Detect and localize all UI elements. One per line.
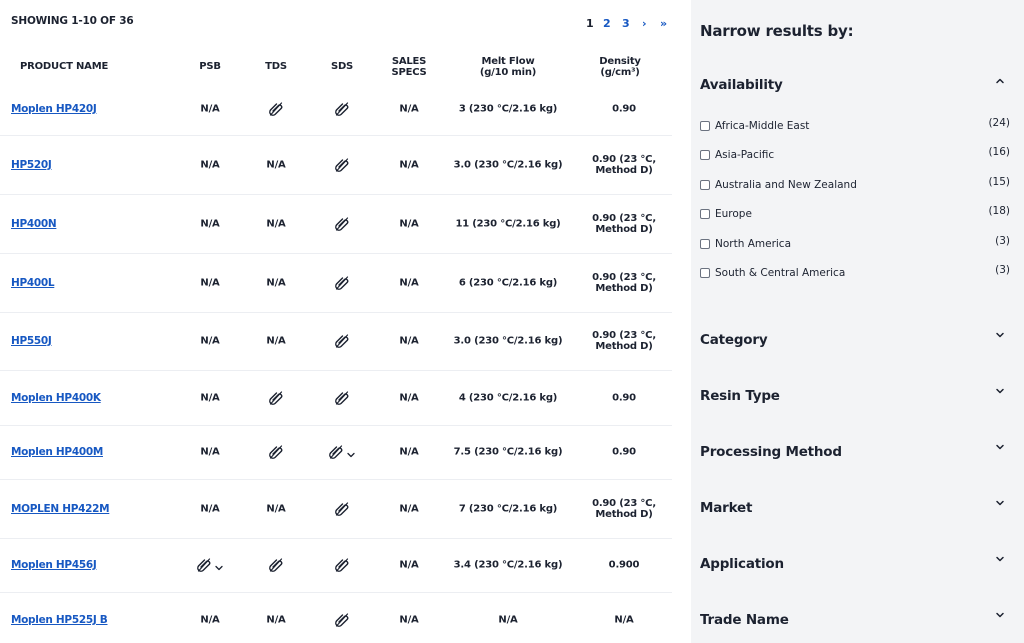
filter-section-heading[interactable]: Category: [700, 332, 768, 348]
table-row: [0, 371, 672, 426]
cell-tds: N/A: [266, 277, 286, 289]
product-name-link[interactable]: HP400L: [11, 277, 55, 289]
table-row: [0, 593, 672, 643]
filter-option-count: (15): [988, 176, 1010, 188]
cell-psb: N/A: [200, 392, 220, 404]
header-density-line2: (g/cm³): [600, 67, 640, 78]
document-link-icon[interactable]: [335, 558, 350, 573]
document-link-icon[interactable]: [335, 502, 350, 517]
cell-melt: 3.4 (230 °C/2.16 kg): [453, 559, 563, 571]
cell-tds: N/A: [266, 614, 286, 626]
product-name-link[interactable]: Moplen HP525J B: [11, 614, 108, 626]
cell-density: [612, 447, 636, 458]
product-name-link[interactable]: Moplen HP400M: [11, 446, 103, 458]
table-row: [0, 136, 672, 195]
product-name-link[interactable]: Moplen HP400K: [11, 392, 101, 404]
header-product-name: PRODUCT NAME: [20, 61, 109, 72]
page-3-link[interactable]: 3: [622, 17, 630, 30]
document-link-icon[interactable]: [335, 613, 350, 628]
cell-sales: N/A: [399, 446, 419, 458]
table-row: [0, 254, 672, 313]
cell-density: [592, 154, 656, 176]
cell-psb: N/A: [200, 335, 220, 347]
chevron-down-icon[interactable]: [994, 441, 1006, 453]
cell-tds: N/A: [266, 218, 286, 230]
cell-psb: N/A: [200, 159, 220, 171]
cell-melt: 7 (230 °C/2.16 kg): [458, 503, 558, 515]
checkbox[interactable]: [700, 268, 710, 278]
filter-option[interactable]: [700, 117, 1010, 134]
table-row: [0, 82, 672, 136]
cell-sds: [335, 334, 350, 349]
document-link-icon[interactable]: [335, 276, 350, 291]
cell-sales: N/A: [399, 559, 419, 571]
cell-psb: [197, 558, 224, 573]
chevron-down-icon[interactable]: [994, 385, 1006, 397]
chevron-up-icon[interactable]: [994, 75, 1006, 87]
filter-option[interactable]: [700, 264, 1010, 281]
product-name-link[interactable]: HP400N: [11, 218, 57, 230]
cell-sales: N/A: [399, 159, 419, 171]
filter-section-heading[interactable]: Trade Name: [700, 612, 789, 628]
cell-sales: N/A: [399, 277, 419, 289]
filter-option-label[interactable]: Europe: [715, 208, 752, 220]
cell-tds: N/A: [266, 159, 286, 171]
cell-sales: N/A: [399, 503, 419, 515]
header-density-line1: Density: [599, 56, 641, 67]
density-line1: 0.90 (23 °C,: [592, 330, 656, 341]
cell-psb: N/A: [200, 218, 220, 230]
filter-option-count: (18): [988, 205, 1010, 217]
product-name-link[interactable]: MOPLEN HP422M: [11, 503, 110, 515]
cell-density: [614, 615, 633, 626]
cell-melt: N/A: [498, 614, 518, 626]
header-sales-specs-line2: SPECS: [391, 67, 427, 78]
density-line2: Method D): [595, 165, 653, 176]
checkbox[interactable]: [700, 209, 710, 219]
density-line2: Method D): [595, 509, 653, 520]
checkbox[interactable]: [700, 121, 710, 131]
document-link-icon[interactable]: [335, 217, 350, 232]
cell-tds: [269, 102, 284, 117]
header-density: [599, 56, 640, 78]
cell-melt: 4 (230 °C/2.16 kg): [458, 392, 558, 404]
product-name-link[interactable]: Moplen HP456J: [11, 559, 97, 571]
cell-sales: N/A: [399, 614, 419, 626]
cell-sds: [335, 217, 350, 232]
cell-sales: N/A: [399, 335, 419, 347]
cell-sds: [335, 158, 350, 173]
cell-psb: N/A: [200, 446, 220, 458]
cell-sds: [335, 391, 350, 406]
density-line2: Method D): [595, 283, 653, 294]
cell-sales: N/A: [399, 392, 419, 404]
document-link-icon[interactable]: [335, 158, 350, 173]
density-line1: 0.90: [612, 392, 636, 404]
cell-sds: [335, 502, 350, 517]
checkbox[interactable]: [700, 239, 710, 249]
cell-sds: [335, 613, 350, 628]
density-line1: 0.90 (23 °C,: [592, 154, 656, 165]
cell-tds: N/A: [266, 335, 286, 347]
product-name-link[interactable]: Moplen HP420J: [11, 103, 97, 115]
pagination: [582, 17, 678, 33]
filter-availability-heading[interactable]: Availability: [700, 77, 783, 93]
caret-down-icon[interactable]: [347, 451, 356, 460]
next-page-link[interactable]: ›: [642, 17, 647, 30]
document-link-icon[interactable]: [335, 102, 350, 117]
header-psb: PSB: [199, 61, 221, 72]
document-link-icon[interactable]: [335, 391, 350, 406]
results-count: SHOWING 1-10 OF 36: [11, 15, 134, 27]
document-link-icon[interactable]: [269, 445, 284, 460]
filter-option-label[interactable]: South & Central America: [715, 267, 846, 279]
cell-melt: 11 (230 °C/2.16 kg): [455, 218, 561, 230]
density-line1: 0.900: [608, 559, 640, 571]
cell-sds: [335, 276, 350, 291]
table-row: [0, 426, 672, 480]
table-row: [0, 480, 672, 539]
cell-sds: [335, 558, 350, 573]
cell-tds: N/A: [266, 503, 286, 515]
table-row: [0, 539, 672, 593]
filter-section-heading[interactable]: Resin Type: [700, 388, 780, 404]
density-line1: N/A: [614, 614, 634, 626]
cell-sales: N/A: [399, 218, 419, 230]
cell-melt: 3.0 (230 °C/2.16 kg): [453, 159, 563, 171]
cell-psb: N/A: [200, 103, 220, 115]
filter-option-label[interactable]: Africa-Middle East: [715, 120, 810, 132]
cell-melt: 7.5 (230 °C/2.16 kg): [453, 446, 563, 458]
density-line2: Method D): [595, 224, 653, 235]
filter-option[interactable]: [700, 146, 1010, 163]
header-sales-specs: [391, 56, 426, 78]
header-melt-flow-line2: (g/10 min): [479, 67, 537, 78]
cell-density: [612, 393, 636, 404]
product-name-link[interactable]: HP520J: [11, 159, 52, 171]
filter-section-heading[interactable]: Market: [700, 500, 753, 516]
cell-melt: 6 (230 °C/2.16 kg): [458, 277, 558, 289]
cell-density: [592, 213, 656, 235]
cell-tds: [269, 391, 284, 406]
document-link-icon[interactable]: [197, 558, 212, 573]
cell-psb: N/A: [200, 503, 220, 515]
cell-density: [592, 272, 656, 294]
cell-melt: 3 (230 °C/2.16 kg): [458, 103, 558, 115]
filter-sidebar: [691, 0, 1024, 643]
cell-sds: [335, 102, 350, 117]
header-melt-flow: [480, 56, 536, 78]
cell-density: [612, 104, 636, 115]
filter-section-heading[interactable]: Processing Method: [700, 444, 842, 460]
document-link-icon[interactable]: [335, 334, 350, 349]
filter-option[interactable]: [700, 205, 1010, 222]
chevron-down-icon[interactable]: [994, 497, 1006, 509]
cell-psb: N/A: [200, 277, 220, 289]
density-line1: 0.90: [612, 103, 636, 115]
document-link-icon[interactable]: [269, 558, 284, 573]
cell-tds: [269, 558, 284, 573]
product-name-link[interactable]: HP550J: [11, 335, 52, 347]
checkbox[interactable]: [700, 180, 710, 190]
cell-psb: N/A: [200, 614, 220, 626]
table-row: [0, 195, 672, 254]
filter-option[interactable]: [700, 235, 1010, 252]
filter-option-label[interactable]: Asia-Pacific: [715, 149, 775, 161]
header-sales-specs-line1: SALES: [391, 56, 427, 67]
caret-down-icon[interactable]: [215, 564, 224, 573]
filter-option-count: (3): [995, 264, 1010, 276]
narrow-results-title: Narrow results by:: [700, 22, 854, 40]
page-1-current[interactable]: 1: [586, 17, 594, 30]
cell-density: [592, 498, 656, 520]
chevron-down-icon[interactable]: [994, 553, 1006, 565]
filter-option-count: (3): [995, 235, 1010, 247]
cell-sds: [329, 445, 356, 460]
filter-option[interactable]: [700, 176, 1010, 193]
last-page-link[interactable]: »: [660, 17, 668, 30]
document-link-icon[interactable]: [269, 102, 284, 117]
checkbox[interactable]: [700, 150, 710, 160]
chevron-down-icon[interactable]: [994, 609, 1006, 621]
density-line1: 0.90 (23 °C,: [592, 498, 656, 509]
cell-tds: [269, 445, 284, 460]
filter-option-count: (24): [988, 117, 1010, 129]
header-tds: TDS: [265, 61, 287, 72]
table-row: [0, 313, 672, 371]
chevron-down-icon[interactable]: [994, 329, 1006, 341]
filter-section-heading[interactable]: Application: [700, 556, 784, 572]
header-sds: SDS: [330, 61, 354, 72]
density-line1: 0.90 (23 °C,: [592, 213, 656, 224]
document-link-icon[interactable]: [329, 445, 344, 460]
page-2-link[interactable]: 2: [603, 17, 611, 30]
cell-density: [592, 330, 656, 352]
filter-option-label[interactable]: North America: [715, 238, 792, 250]
filter-option-label[interactable]: Australia and New Zealand: [715, 179, 857, 191]
cell-density: [609, 560, 640, 571]
cell-melt: 3.0 (230 °C/2.16 kg): [453, 335, 563, 347]
document-link-icon[interactable]: [269, 391, 284, 406]
header-melt-flow-line1: Melt Flow: [481, 56, 535, 67]
cell-sales: N/A: [399, 103, 419, 115]
density-line2: Method D): [595, 341, 653, 352]
filter-option-count: (16): [988, 146, 1010, 158]
density-line1: 0.90: [612, 446, 636, 458]
density-line1: 0.90 (23 °C,: [592, 272, 656, 283]
